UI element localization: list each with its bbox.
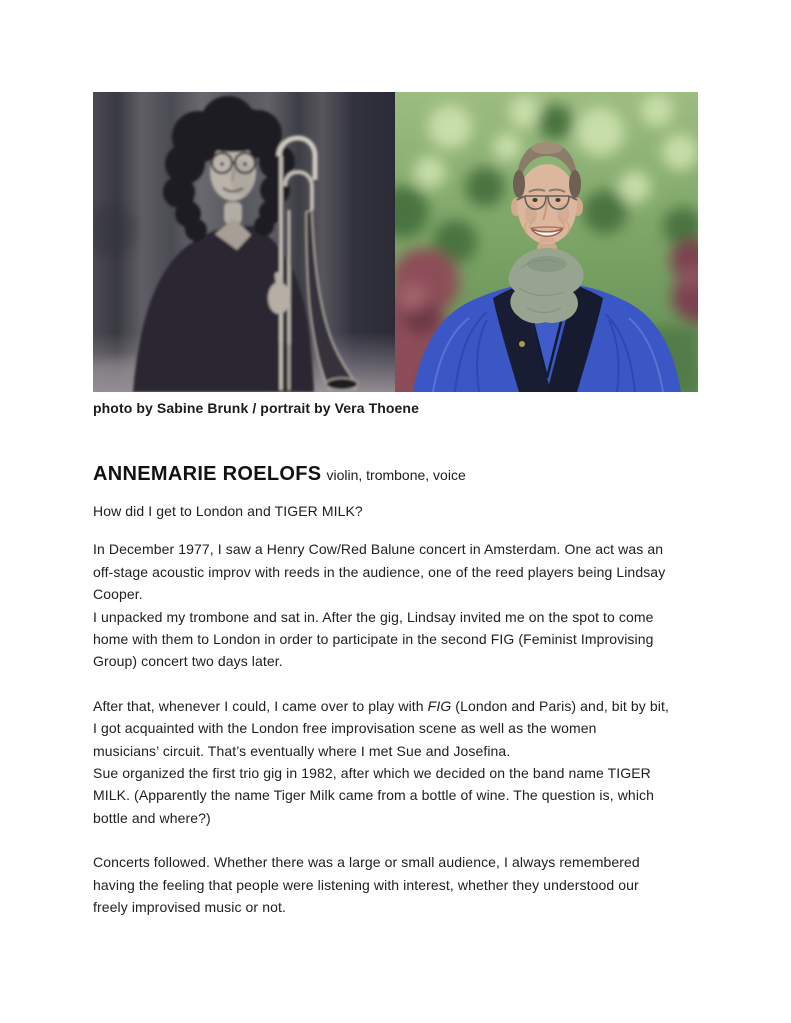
page-title: [93, 456, 733, 488]
artist-instruments: violin, trombone, voice: [326, 467, 466, 483]
paragraph-2: After that, whenever I could, I came over to play with FIG (London and Paris) and, bit by bit, I got acquainted with the London free improvisation scene as well as the women musicians’ circuit. That’s eventually where I met Sue and Josefina. Sue organized the first trio gig in 1982, after which we decided on the band name TIGER MILK. (Apparently the name Tiger Milk came from a bottle of wine. The question is, which bottle and where?): [93, 697, 669, 826]
article-content: [93, 92, 733, 919]
photo-strip: [93, 92, 698, 392]
paragraph-1: In December 1977, I saw a Henry Cow/Red Balune concert in Amsterdam. One act was an off-stage acoustic improv with reeds in the audience, one of the reed players being Lindsay Cooper. I unpacked my trombone and sat in. After the gig, Lindsay invited me on the spot to come home with them to London in order to participate in the second FIG (Feminist Improvising Group) concert two days later.: [93, 541, 666, 670]
photo-portrait-annemarie: [395, 92, 698, 392]
artist-name: ANNEMARIE ROELOFS: [93, 463, 322, 485]
paragraph-3: Concerts followed. Whether there was a large or small audience, I always remembered having the feeling that people were listening with interest, whether they understood our freely improvised music or not.: [93, 854, 640, 916]
photo-young-annemarie-trombone: [93, 92, 395, 392]
photo-credit: photo by Sabine Brunk / portrait by Vera Thoene: [93, 400, 419, 416]
intro-question: How did I get to London and TIGER MILK?: [93, 503, 363, 519]
